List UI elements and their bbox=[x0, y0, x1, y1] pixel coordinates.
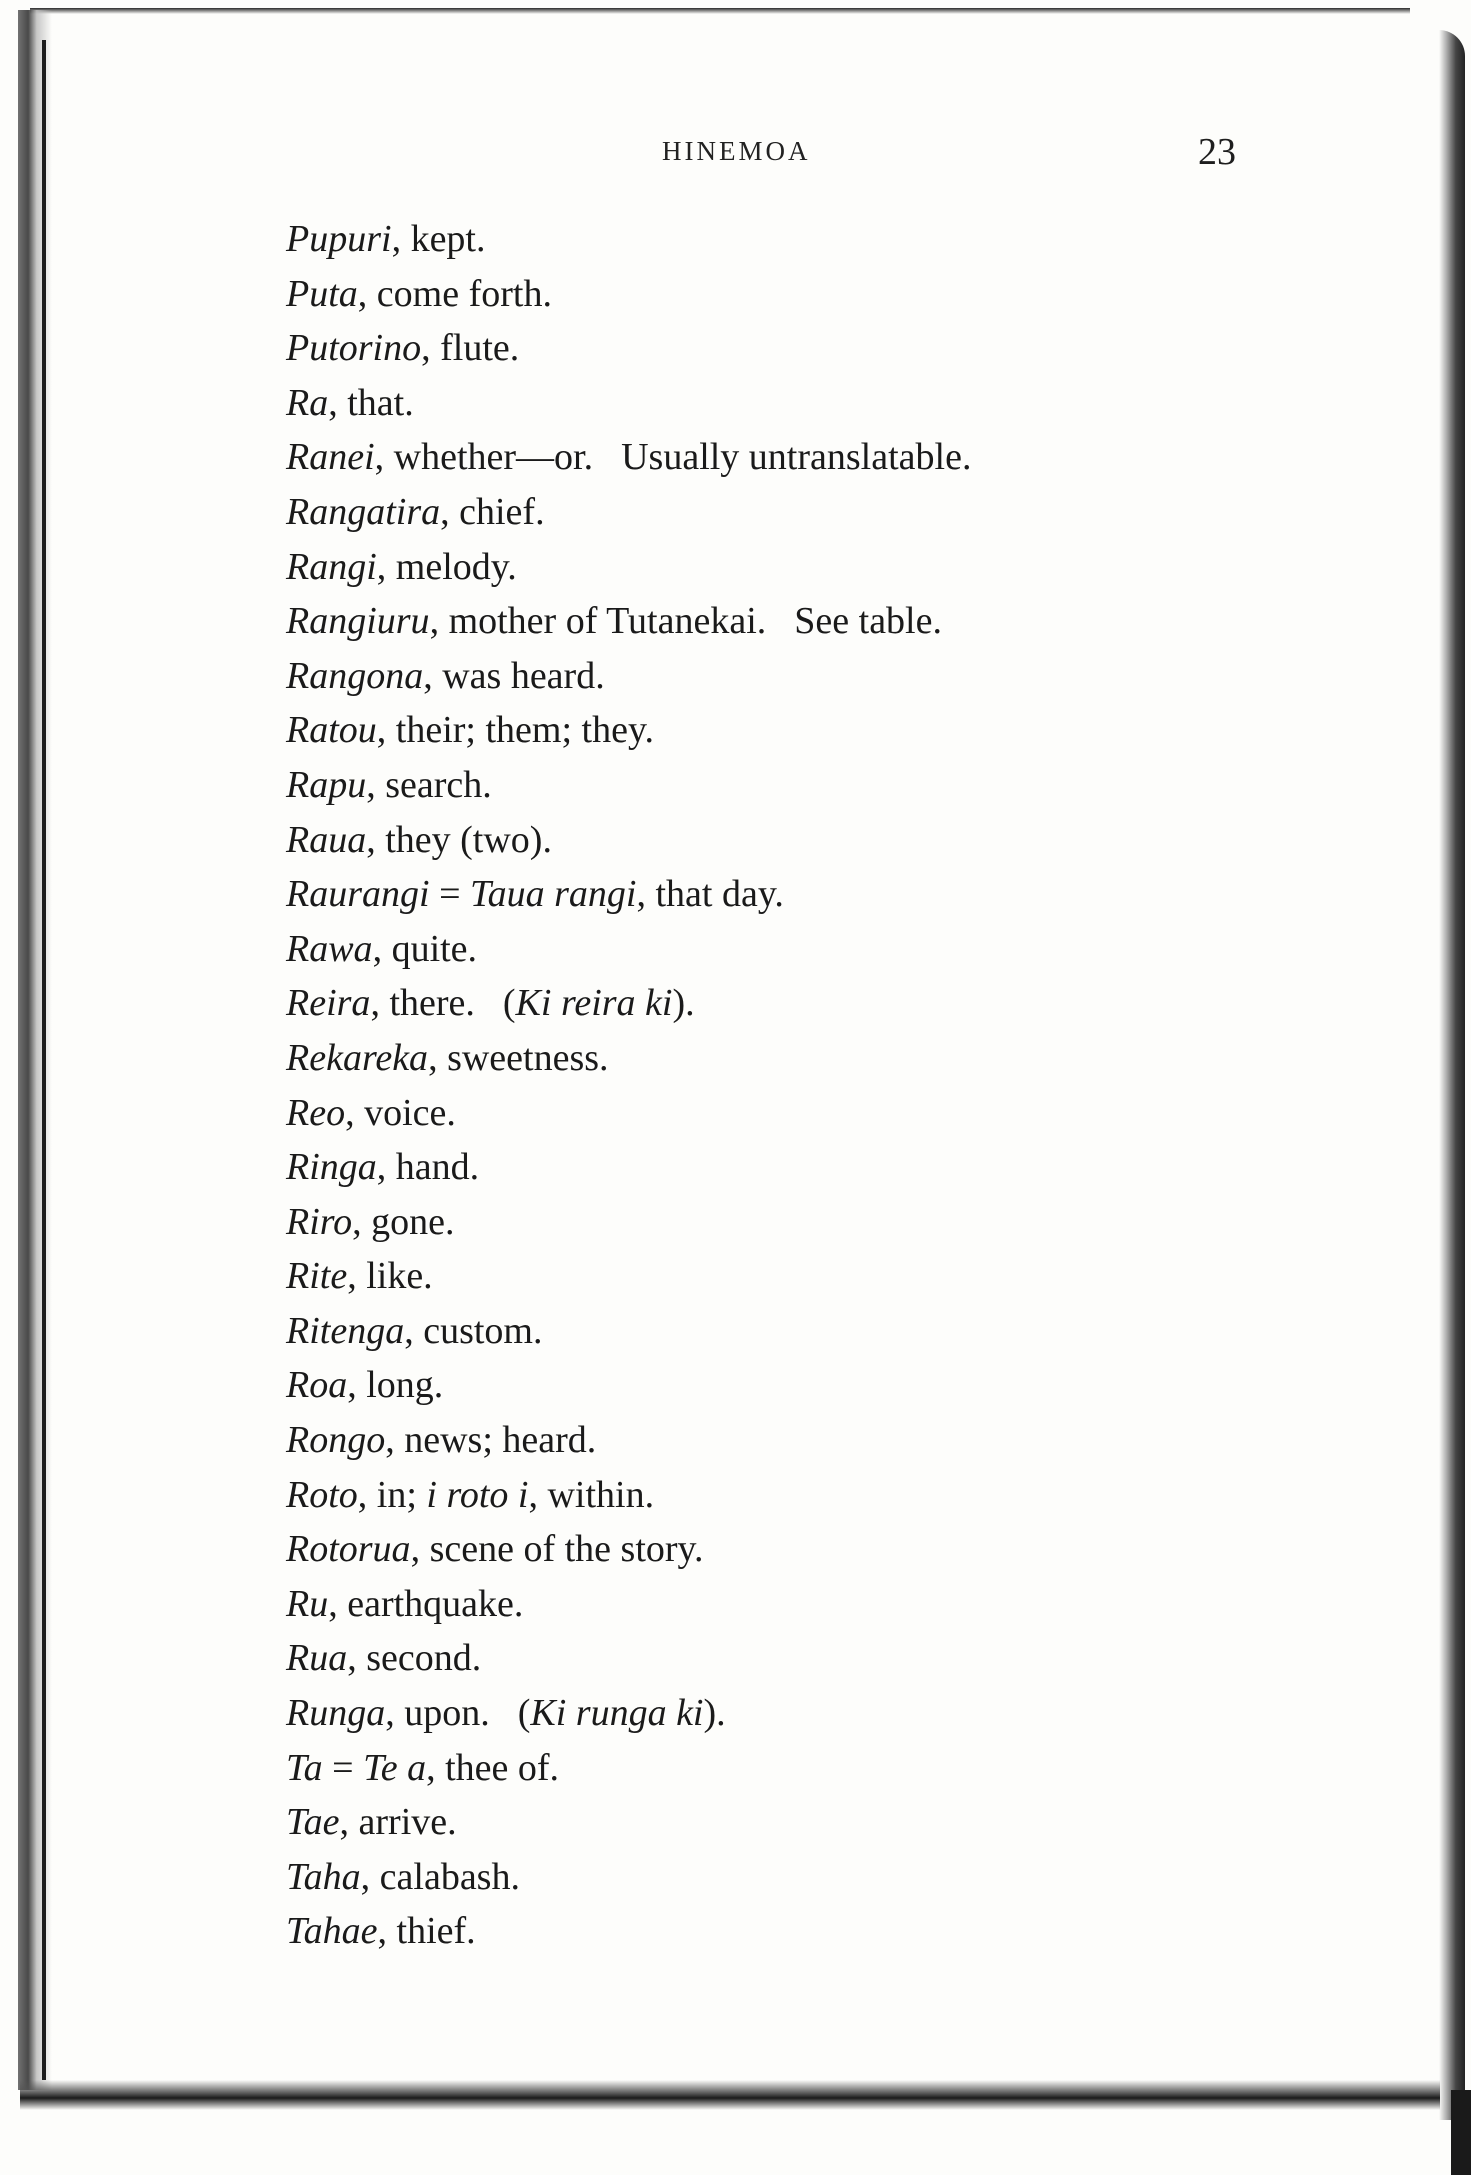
glossary-entry bbox=[286, 1795, 1306, 1850]
entry-definition: , quite. bbox=[372, 927, 478, 970]
entry-definition: , earthquake. bbox=[328, 1582, 524, 1625]
entry-headword: Rangatira bbox=[286, 490, 441, 533]
page-edge-right bbox=[1439, 30, 1465, 2120]
glossary-entry bbox=[286, 1904, 1306, 1959]
entry-headword: Putorino bbox=[286, 327, 422, 370]
entry-paren-open: ( bbox=[502, 982, 516, 1025]
entry-tail: , within. bbox=[528, 1473, 655, 1516]
entry-headword: Rongo bbox=[286, 1419, 386, 1462]
glossary-entry bbox=[286, 758, 1306, 813]
glossary-entry bbox=[286, 594, 1306, 649]
page-edge-bottom bbox=[20, 2080, 1440, 2110]
entry-headword: Rite bbox=[286, 1255, 348, 1298]
entry-definition: , news; heard. bbox=[385, 1419, 597, 1462]
glossary-entry bbox=[286, 1413, 1306, 1468]
entry-definition: , long. bbox=[347, 1364, 444, 1407]
entry-definition: = bbox=[429, 873, 470, 916]
entry-definition: , second. bbox=[347, 1637, 482, 1680]
glossary-entry bbox=[286, 1140, 1306, 1195]
entry-italic-phrase: Ki reira ki bbox=[515, 982, 673, 1025]
entry-definition: , thief. bbox=[377, 1910, 476, 1953]
page-edge-top bbox=[30, 8, 1410, 14]
entry-headword: Raua bbox=[286, 818, 367, 861]
entry-tail: , thee of. bbox=[426, 1746, 560, 1789]
page-edge-left bbox=[18, 10, 52, 2090]
entry-italic-phrase: Taua rangi bbox=[470, 873, 637, 916]
entry-definition: , arrive. bbox=[339, 1801, 457, 1844]
entry-definition: , melody. bbox=[376, 545, 517, 588]
entry-definition: , search. bbox=[366, 763, 492, 806]
entry-italic-phrase: Ki runga ki bbox=[530, 1692, 704, 1735]
entry-headword: Tae bbox=[286, 1801, 340, 1844]
glossary-entry bbox=[286, 867, 1306, 922]
entry-headword: Rawa bbox=[286, 927, 373, 970]
glossary-list bbox=[286, 212, 1306, 1959]
entry-definition: , scene of the story. bbox=[410, 1528, 704, 1571]
entry-tail: , that day. bbox=[636, 873, 784, 916]
entry-headword: Taha bbox=[286, 1855, 361, 1898]
glossary-entry bbox=[286, 1304, 1306, 1359]
entry-headword: Rangona bbox=[286, 654, 424, 697]
glossary-entry bbox=[286, 1686, 1306, 1741]
running-title: HINEMOA bbox=[662, 136, 811, 166]
entry-headword: Rapu bbox=[286, 763, 367, 806]
page-number: 23 bbox=[1198, 131, 1236, 173]
entry-italic-phrase: Te a bbox=[363, 1746, 427, 1789]
entry-headword: Ritenga bbox=[286, 1309, 405, 1352]
entry-note: Usually untranslatable. bbox=[621, 436, 972, 479]
glossary-entry bbox=[286, 376, 1306, 431]
entry-headword: Ra bbox=[286, 381, 329, 424]
entry-italic-phrase: i roto i bbox=[426, 1473, 529, 1516]
entry-definition: , mother of Tutanekai. bbox=[429, 600, 767, 643]
glossary-entry bbox=[286, 1031, 1306, 1086]
entry-definition: , they (two). bbox=[366, 818, 552, 861]
glossary-entry bbox=[286, 1468, 1306, 1523]
entry-definition: , was heard. bbox=[423, 654, 605, 697]
glossary-entry bbox=[286, 1522, 1306, 1577]
entry-definition: , upon. bbox=[385, 1692, 490, 1735]
entry-headword: Puta bbox=[286, 272, 358, 315]
glossary-entry bbox=[286, 1631, 1306, 1686]
entry-headword: Roa bbox=[286, 1364, 348, 1407]
entry-definition: , hand. bbox=[376, 1146, 480, 1189]
glossary-entry bbox=[286, 430, 1306, 485]
entry-headword: Ru bbox=[286, 1582, 329, 1625]
entry-headword: Rua bbox=[286, 1637, 348, 1680]
glossary-entry bbox=[286, 1249, 1306, 1304]
entry-headword: Tahae bbox=[286, 1910, 378, 1953]
entry-headword: Rangiuru bbox=[286, 600, 430, 643]
entry-headword: Rekareka bbox=[286, 1036, 429, 1079]
entry-headword: Reira bbox=[286, 982, 371, 1025]
glossary-entry bbox=[286, 922, 1306, 977]
entry-definition: , like. bbox=[347, 1255, 433, 1298]
entry-headword: Rangi bbox=[286, 545, 377, 588]
entry-headword: Ringa bbox=[286, 1146, 377, 1189]
glossary-entry bbox=[286, 1577, 1306, 1632]
entry-headword: Ranei bbox=[286, 436, 375, 479]
entry-headword: Ta bbox=[286, 1746, 323, 1789]
glossary-entry bbox=[286, 485, 1306, 540]
entry-note: See table. bbox=[794, 600, 942, 643]
glossary-entry bbox=[286, 212, 1306, 267]
glossary-entry bbox=[286, 1195, 1306, 1250]
entry-definition: , flute. bbox=[421, 327, 520, 370]
entry-tail: ). bbox=[672, 982, 695, 1025]
binding-line bbox=[42, 40, 46, 2080]
entry-tail: ). bbox=[703, 1692, 726, 1735]
glossary-entry bbox=[286, 321, 1306, 376]
glossary-entry bbox=[286, 1086, 1306, 1141]
page-corner bbox=[1451, 2090, 1471, 2175]
entry-definition: , voice. bbox=[345, 1091, 456, 1134]
entry-headword: Roto bbox=[286, 1473, 358, 1516]
entry-headword: Rotorua bbox=[286, 1528, 411, 1571]
entry-headword: Ratou bbox=[286, 709, 377, 752]
entry-definition: , whether—or. bbox=[374, 436, 594, 479]
entry-definition: , come forth. bbox=[357, 272, 552, 315]
glossary-entry bbox=[286, 1850, 1306, 1905]
glossary-entry bbox=[286, 703, 1306, 758]
entry-headword: Runga bbox=[286, 1692, 386, 1735]
glossary-entry bbox=[286, 813, 1306, 868]
entry-definition: , there. bbox=[370, 982, 475, 1025]
entry-headword: Pupuri bbox=[286, 218, 392, 260]
entry-definition: , kept. bbox=[391, 218, 486, 260]
glossary-entry bbox=[286, 1741, 1306, 1796]
glossary-entry bbox=[286, 540, 1306, 595]
glossary-entry bbox=[286, 1358, 1306, 1413]
entry-definition: , in; bbox=[357, 1473, 427, 1516]
entry-definition: , chief. bbox=[440, 490, 545, 533]
glossary-entry bbox=[286, 976, 1306, 1031]
glossary-entry bbox=[286, 267, 1306, 322]
entry-paren-open: ( bbox=[517, 1692, 531, 1735]
entry-definition: , calabash. bbox=[360, 1855, 520, 1898]
entry-headword: Riro bbox=[286, 1200, 353, 1243]
entry-definition: , that. bbox=[328, 381, 414, 424]
entry-definition: , sweetness. bbox=[428, 1036, 609, 1079]
entry-headword: Raurangi bbox=[286, 873, 430, 916]
entry-definition: , custom. bbox=[404, 1309, 543, 1352]
glossary-entry bbox=[286, 649, 1306, 704]
entry-definition: , their; them; they. bbox=[376, 709, 654, 752]
entry-headword: Reo bbox=[286, 1091, 346, 1134]
entry-definition: = bbox=[322, 1746, 364, 1789]
entry-definition: , gone. bbox=[352, 1200, 455, 1243]
